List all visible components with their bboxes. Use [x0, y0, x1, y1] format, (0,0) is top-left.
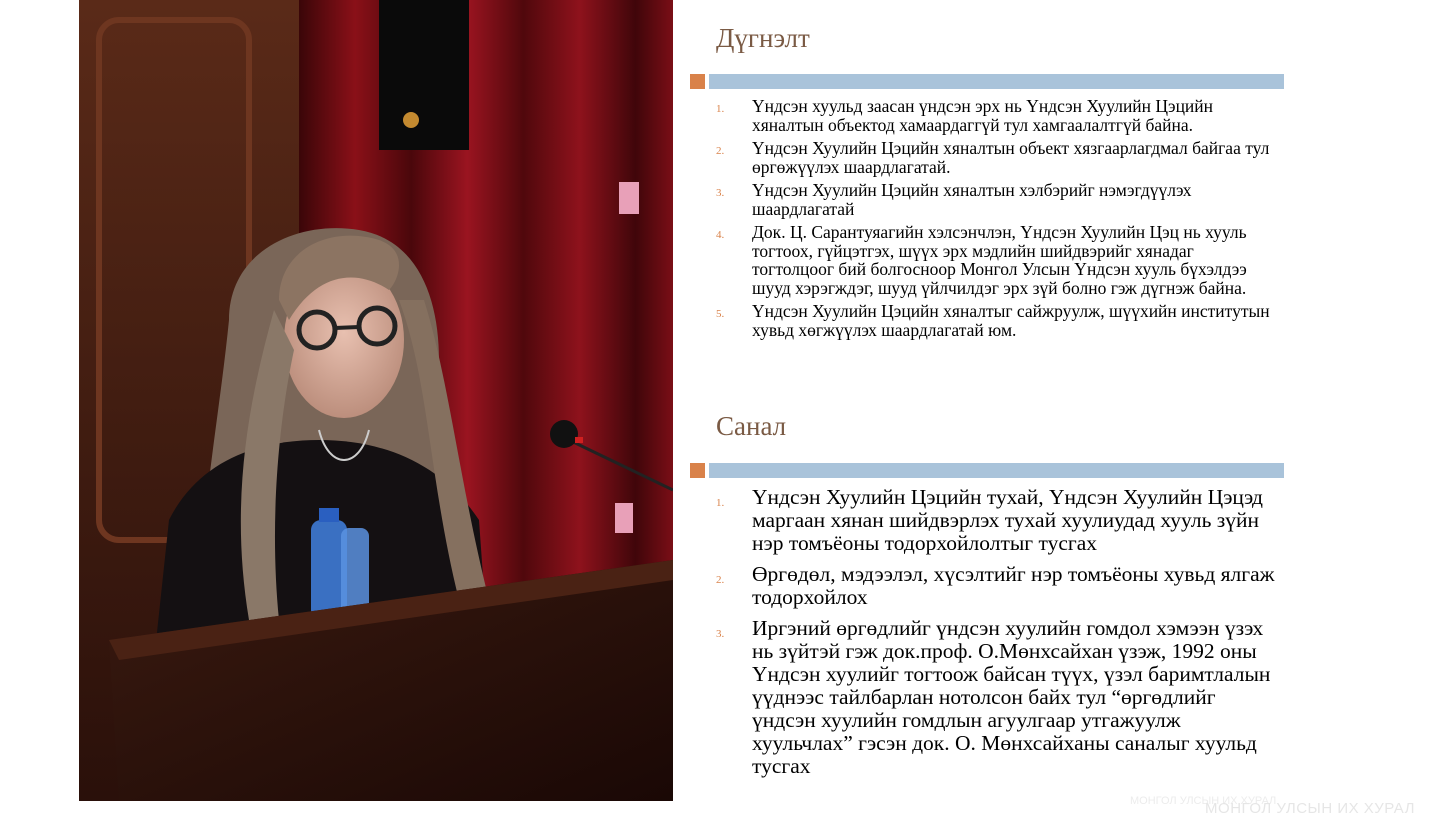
speaker-photo [79, 0, 673, 801]
proposal-list [716, 486, 1276, 786]
conclusion-divider [690, 74, 1285, 90]
list-text: Иргэний өргөдлийг үндсэн хуулийн гомдол хэмээн үзэх нь зүйтэй гэж док.проф. О.Мөнхсайхан үзэж, 1992 оны Үндсэн хуулийг тогтоож байсан түүх, үзэл баримтлалын үүднээс тайлбарлан нотолсон байх тул “өргөдлийг үндсэн хуулийн гомдлын агуулгаар утгажуулж хуульчлах” гэсэн док. О. Мөнхсайханы саналыг хуульд тусгах [752, 616, 1271, 778]
divider-square [690, 463, 705, 478]
list-number: 5. [716, 308, 725, 320]
conclusion-title: Дүгнэлт [716, 23, 810, 53]
list-item [716, 563, 1276, 609]
list-item [716, 181, 1276, 218]
list-item [716, 302, 1276, 339]
list-number: 1. [716, 497, 725, 509]
conclusion-list [716, 97, 1276, 344]
list-item [716, 617, 1276, 778]
list-text: Үндсэн Хуулийн Цэцийн хяналтын хэлбэрийг нэмэгдүүлэх шаардлагатай [752, 180, 1192, 219]
list-number: 4. [716, 229, 725, 241]
list-text: Үндсэн Хуулийн Цэцийн хяналтын объект хязгаарлагдмал байгаа тул өргөжүүлэх шаардлагатай. [752, 138, 1270, 177]
list-number: 2. [716, 145, 725, 157]
list-item [716, 223, 1276, 297]
divider-line [709, 463, 1284, 478]
watermark: МОНГОЛ УЛСЫН ИХ ХУРАЛ [1205, 800, 1415, 817]
proposal-title: Санал [716, 411, 787, 441]
watermark-small: МОНГОЛ УЛСЫН ИХ ХУРАЛ [1130, 795, 1277, 807]
woman-speaking-at-podium-icon [79, 0, 673, 801]
divider-line [709, 74, 1284, 89]
list-number: 3. [716, 628, 725, 640]
list-item [716, 139, 1276, 176]
list-number: 1. [716, 103, 725, 115]
list-item [716, 97, 1276, 134]
list-number: 3. [716, 187, 725, 199]
list-text: Док. Ц. Сарантуяагийн хэлсэнчлэн, Үндсэн Хуулийн Цэц нь хууль тогтоох, гүйцэтгэх, шүүх эрх мэдлийн шийдвэрийг хянадаг тогтолцоог бий болгосноор Монгол Улсын Үндсэн хууль бүхэлдээ шууд хэрэгждэг, шууд үйлчилдэг эрх зүй болно гэж дүгнэж байна. [752, 222, 1247, 298]
list-item [716, 486, 1276, 555]
proposal-divider [690, 463, 1285, 479]
list-text: Үндсэн Хуулийн Цэцийн тухай, Үндсэн Хуулийн Цэцэд маргаан хянан шийдвэрлэх тухай хуулиудад хууль зүйн нэр томъёоны тодорхойлолтыг тусгах [752, 485, 1263, 555]
list-text: Үндсэн хуульд заасан үндсэн эрх нь Үндсэн Хуулийн Цэцийн хяналтын объектод хамаардаггүй тул хамгаалалтгүй байна. [752, 96, 1214, 135]
divider-square [690, 74, 705, 89]
list-text: Өргөдөл, мэдээлэл, хүсэлтийг нэр томъёоны хувьд ялгаж тодорхойлох [752, 562, 1275, 609]
list-text: Үндсэн Хуулийн Цэцийн хяналтыг сайжруулж, шүүхийн институтын хувьд хөгжүүлэх шаардлагатай юм. [752, 301, 1270, 340]
list-number: 2. [716, 574, 725, 586]
